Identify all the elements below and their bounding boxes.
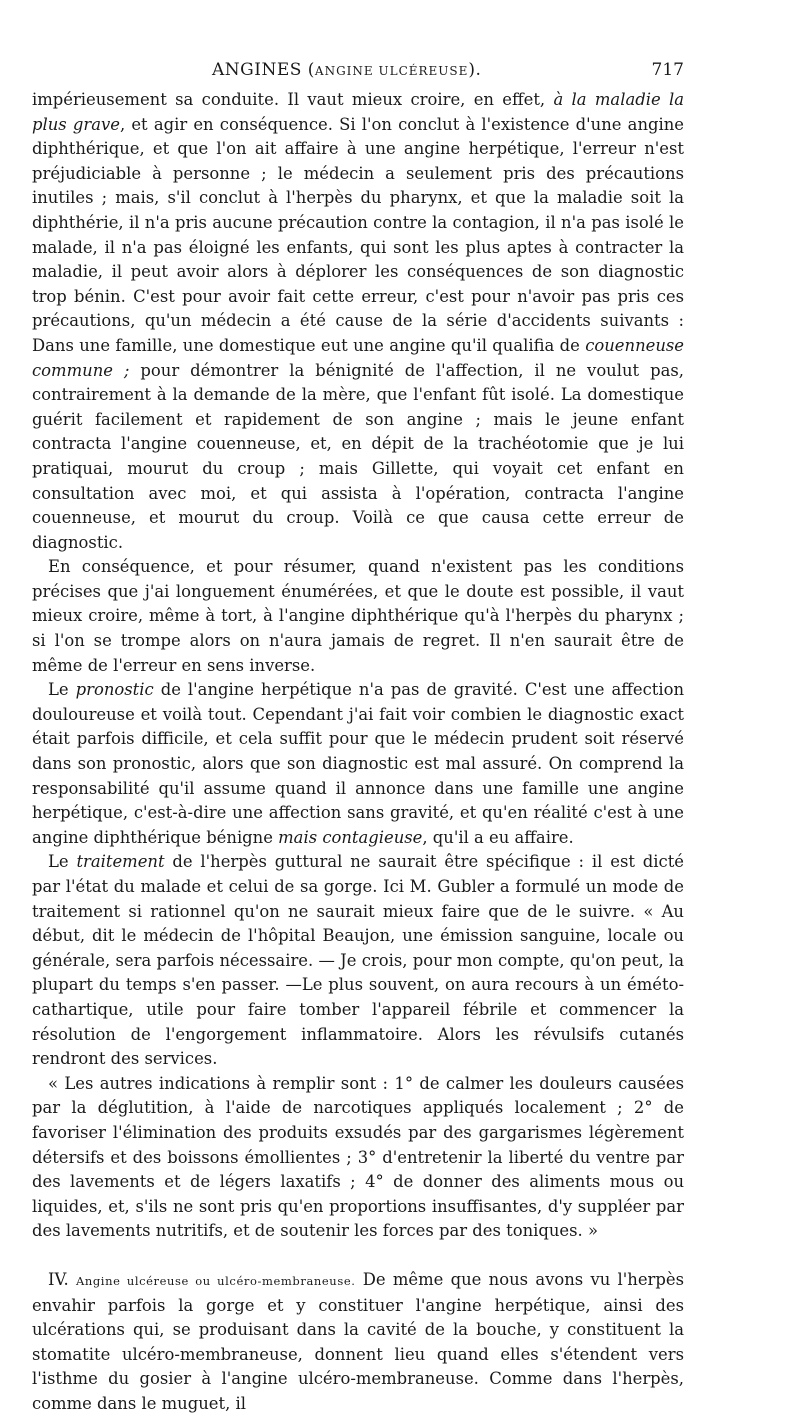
running-head-main: ANGINES (: [212, 60, 315, 80]
italic-text: traitement: [76, 852, 165, 872]
text-run: de l'herpès guttural ne saurait être spécifique : il est dicté par l'état du malade et celui de sa gorge. Ici M. Gubler a formulé un mode de traitement si rationnel qu'on ne saurait mieux faire que de le suivre. « Au début, dit le médecin de l'hôpital Beaujon, une émission sanguine, locale ou générale, sera parfois nécessaire. — Je crois, pour mon compte, qu'on peut, la plupart du temps s'en passer. —Le plus souvent, on aura recours à un éméto-cathartique, utile pour faire tomber l'appareil fébrile et commencer la résolution de l'engorgement inflammatoire. Alors les révulsifs cutanés rendront des services.: [32, 852, 684, 1069]
paragraph: [32, 555, 684, 678]
paragraph: [32, 1268, 684, 1416]
text-run: de l'angine herpétique n'a pas de gravité. C'est une affection douloureuse et voilà tout. Cependant j'ai fait voir combien le diagnostic exact était parfois difficile, et cela suffit pour que le médecin prudent soit réservé dans son pronostic, alors que son diagnostic est mal assuré. On comprend la responsabilité qu'il assume quand il annonce dans une famille une angine herpétique, c'est-à-dire une affection sans gravité, et qu'en réalité c'est à une angine diphthérique bénigne: [32, 680, 684, 847]
page-header: [32, 60, 684, 84]
paragraph: [32, 1072, 684, 1244]
running-head-close: ).: [468, 60, 482, 80]
running-head-subtitle: ANGINE ULCÉREUSE: [314, 64, 469, 78]
text-run: Le: [48, 680, 76, 700]
italic-text: couenneuse commune ;: [32, 335, 684, 380]
text-run: De même que nous avons vu l'herpès envahir parfois la gorge et y constituer l'angine herpétique, ainsi des ulcérations qui, se produisant dans la cavité de la bouche, y constituent la stomatite ulcéro-membraneuse, donnent lieu quand elles s'étendent vers l'isthme du gosier à l'angine ulcéro-membraneuse. Comme dans l'herpès, comme dans le muguet, il: [32, 1269, 684, 1413]
text-run: , et agir en conséquence. Si l'on conclut à l'existence d'une angine diphthérique, et que l'on ait affaire à une angine herpétique, l'erreur n'est préjudiciable à personne ; le médecin a seulement pris des précautions inutiles ; mais, s'il conclut à l'herpès du pharynx, et que la maladie soit la diphthérie, il n'a pris aucune précaution contre la contagion, il n'a pas isolé le malade, il n'a pas éloigné les enfants, qui sont les plus aptes à contracter la maladie, il peut avoir alors à déplorer les conséquences de son diagnostic trop bénin. C'est pour avoir fait cette erreur, c'est pour n'avoir pas pris ces précautions, qu'un médecin a été cause de la série d'accidents suivants : Dans une famille, une domestique eut une angine qu'il qualifia de: [32, 114, 684, 355]
text-run: impérieusement sa conduite. Il vaut mieux croire, en effet,: [32, 90, 554, 109]
paragraph: [32, 850, 684, 1071]
italic-text: mais contagieuse: [278, 827, 423, 847]
italic-text: pronostic: [75, 680, 154, 700]
running-head: [212, 60, 481, 80]
text-run: pour démontrer la bénignité de l'affection, il ne voulut pas, contrairement à la demande de la mère, que l'enfant fût isolé. La domestique guérit facilement et rapidement de son angine ; mais le jeune enfant contracta l'angine couenneuse, et, en dépit de la trachéotomie que je lui pratiquai, mourut du croup ; mais Gillette, qui voyait cet enfant en consultation avec moi, et qui assista à l'opération, contracta l'angine couenneuse, et mourut du croup. Voilà ce que causa cette erreur de diagnostic.: [32, 360, 684, 552]
text-run: Le: [48, 852, 77, 872]
text-run: , qu'il a eu affaire.: [422, 827, 574, 847]
section-heading: Angine ulcéreuse ou ulcéro-membraneuse.: [75, 1273, 356, 1288]
paragraph: [32, 88, 684, 555]
page-number: 717: [651, 60, 684, 80]
paragraph: [32, 678, 684, 850]
italic-text: à la maladie la plus grave: [32, 90, 684, 134]
body-text: [32, 88, 684, 1416]
text-run: IV.: [48, 1269, 76, 1289]
text-run: En conséquence, et pour résumer, quand n'existent pas les conditions précises que j'ai longuement énumérées, et que le doute est possible, il vaut mieux croire, même à tort, à l'angine diphthérique qu'à l'herpès du pharynx ; si l'on se trompe alors on n'aura jamais de regret. Il n'en saurait être de même de l'erreur en sens inverse.: [32, 557, 684, 675]
text-run: « Les autres indications à remplir sont : 1° de calmer les douleurs causées par la déglutition, à l'aide de narcotiques appliqués localement ; 2° de favoriser l'élimination des produits exsudés par des gargarismes légèrement détersifs et des boissons émollientes ; 3° d'entretenir la liberté du ventre par des lavements et de légers laxatifs ; 4° de donner des aliments mous ou liquides, et, s'ils ne sont pris qu'en proportions insuffisantes, d'y suppléer par des lavements nutritifs, et de soutenir les forces par des toniques. »: [32, 1073, 684, 1241]
section-gap: [32, 1244, 684, 1268]
